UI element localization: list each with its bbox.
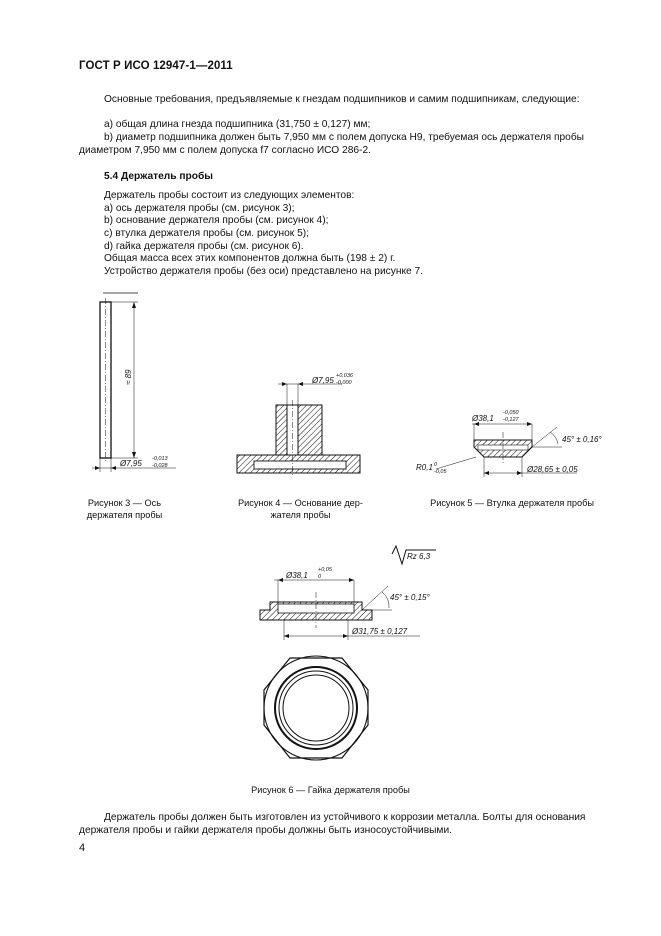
intro-item-b: b) диаметр подшипника должен быть 7,950 мм с полем допуска H9, требуемая ось держателя пробы диаметром 7,950 мм с полем допуска f7 согласно ИСО 286-2. bbox=[79, 132, 584, 156]
fig6-bottom-diameter: Ø31,75 ± 0,127 bbox=[352, 627, 408, 636]
figure-4-caption: Рисунок 4 — Основание дер- жателя пробы bbox=[238, 498, 363, 520]
document-code: ГОСТ Р ИСО 12947-1—2011 bbox=[79, 60, 233, 72]
mass-note: Общая масса всех этих компонентов должна быть (198 ± 2) г. bbox=[104, 253, 396, 264]
device-note: Устройство держателя пробы (без оси) представлено на рисунке 7. bbox=[104, 266, 424, 277]
figure-3-caption: Рисунок 3 — Ось держателя пробы bbox=[86, 498, 163, 520]
component-item-d: d) гайка держателя пробы (см. рисунок 6). bbox=[104, 241, 304, 252]
fig5-radius-label: R0,1 bbox=[416, 463, 433, 472]
figure-6-caption: Рисунок 6 — Гайка держателя пробы bbox=[251, 785, 410, 795]
fig5-angle-label: 45° ± 0,16° bbox=[562, 435, 602, 444]
figure-6-drawing bbox=[250, 540, 470, 772]
intro-item-a: a) общая длина гнезда подшипника (31,750 ± 0,127) мм; bbox=[104, 119, 371, 130]
fig5-radius-tol-upper: 0 bbox=[434, 462, 438, 468]
fig6-roughness: Rz 6,3 bbox=[407, 552, 431, 561]
fig5-bottom-diameter: Ø28,65 ± 0,05 bbox=[527, 465, 578, 474]
fig5-top-diameter: Ø38,1 bbox=[472, 414, 494, 423]
fig6-top-diameter: Ø38,1 bbox=[286, 571, 308, 580]
intro-paragraph: Основные требования, предъявляемые к гнездам подшипников и самим подшипникам, следующие: bbox=[104, 94, 580, 105]
page-number: 4 bbox=[79, 842, 86, 854]
component-item-b: b) основание держателя пробы (см. рисунок 4); bbox=[104, 215, 329, 226]
fig4-tol-upper: +0,036 bbox=[336, 373, 353, 379]
section-title: 5.4 Держатель пробы bbox=[104, 171, 213, 182]
section-intro: Держатель пробы состоит из следующих элементов: bbox=[104, 190, 355, 201]
fig3-tol-lower: -0,028 bbox=[152, 463, 168, 469]
fig6-top-tol-upper: +0,05 bbox=[318, 567, 332, 573]
fig6-top-tol-lower: 0 bbox=[318, 574, 322, 580]
figure-3-drawing bbox=[80, 290, 190, 480]
fig4-diameter-label: Ø7,95 bbox=[312, 376, 334, 385]
figure-5-drawing bbox=[412, 402, 612, 487]
fig3-diameter-label: Ø7,95 bbox=[120, 459, 142, 468]
fig6-angle-label: 45° ± 0,15° bbox=[390, 593, 430, 602]
component-item-c: c) втулка держателя пробы (см. рисунок 5); bbox=[104, 228, 309, 239]
fig5-radius-tol-lower: -0,05 bbox=[434, 469, 447, 475]
fig3-tol-upper: -0,013 bbox=[152, 456, 168, 462]
figure-4-drawing bbox=[232, 372, 372, 482]
fig3-length-label: ≈ 89 bbox=[124, 369, 133, 385]
fig5-top-tol-upper: -0,050 bbox=[503, 410, 519, 416]
figure-5-caption: Рисунок 5 — Втулка держателя пробы bbox=[430, 498, 594, 508]
outro-paragraph: Держатель пробы должен быть изготовлен из устойчивого к коррозии металла. Болты для основания держателя пробы и гайки держателя пробы должны быть износоустойчивыми. bbox=[79, 812, 586, 836]
fig4-tol-lower: -0,000 bbox=[336, 380, 352, 386]
fig5-top-tol-lower: -0,127 bbox=[503, 417, 519, 423]
component-item-a: a) ось держателя пробы (см. рисунок 3); bbox=[104, 203, 295, 214]
